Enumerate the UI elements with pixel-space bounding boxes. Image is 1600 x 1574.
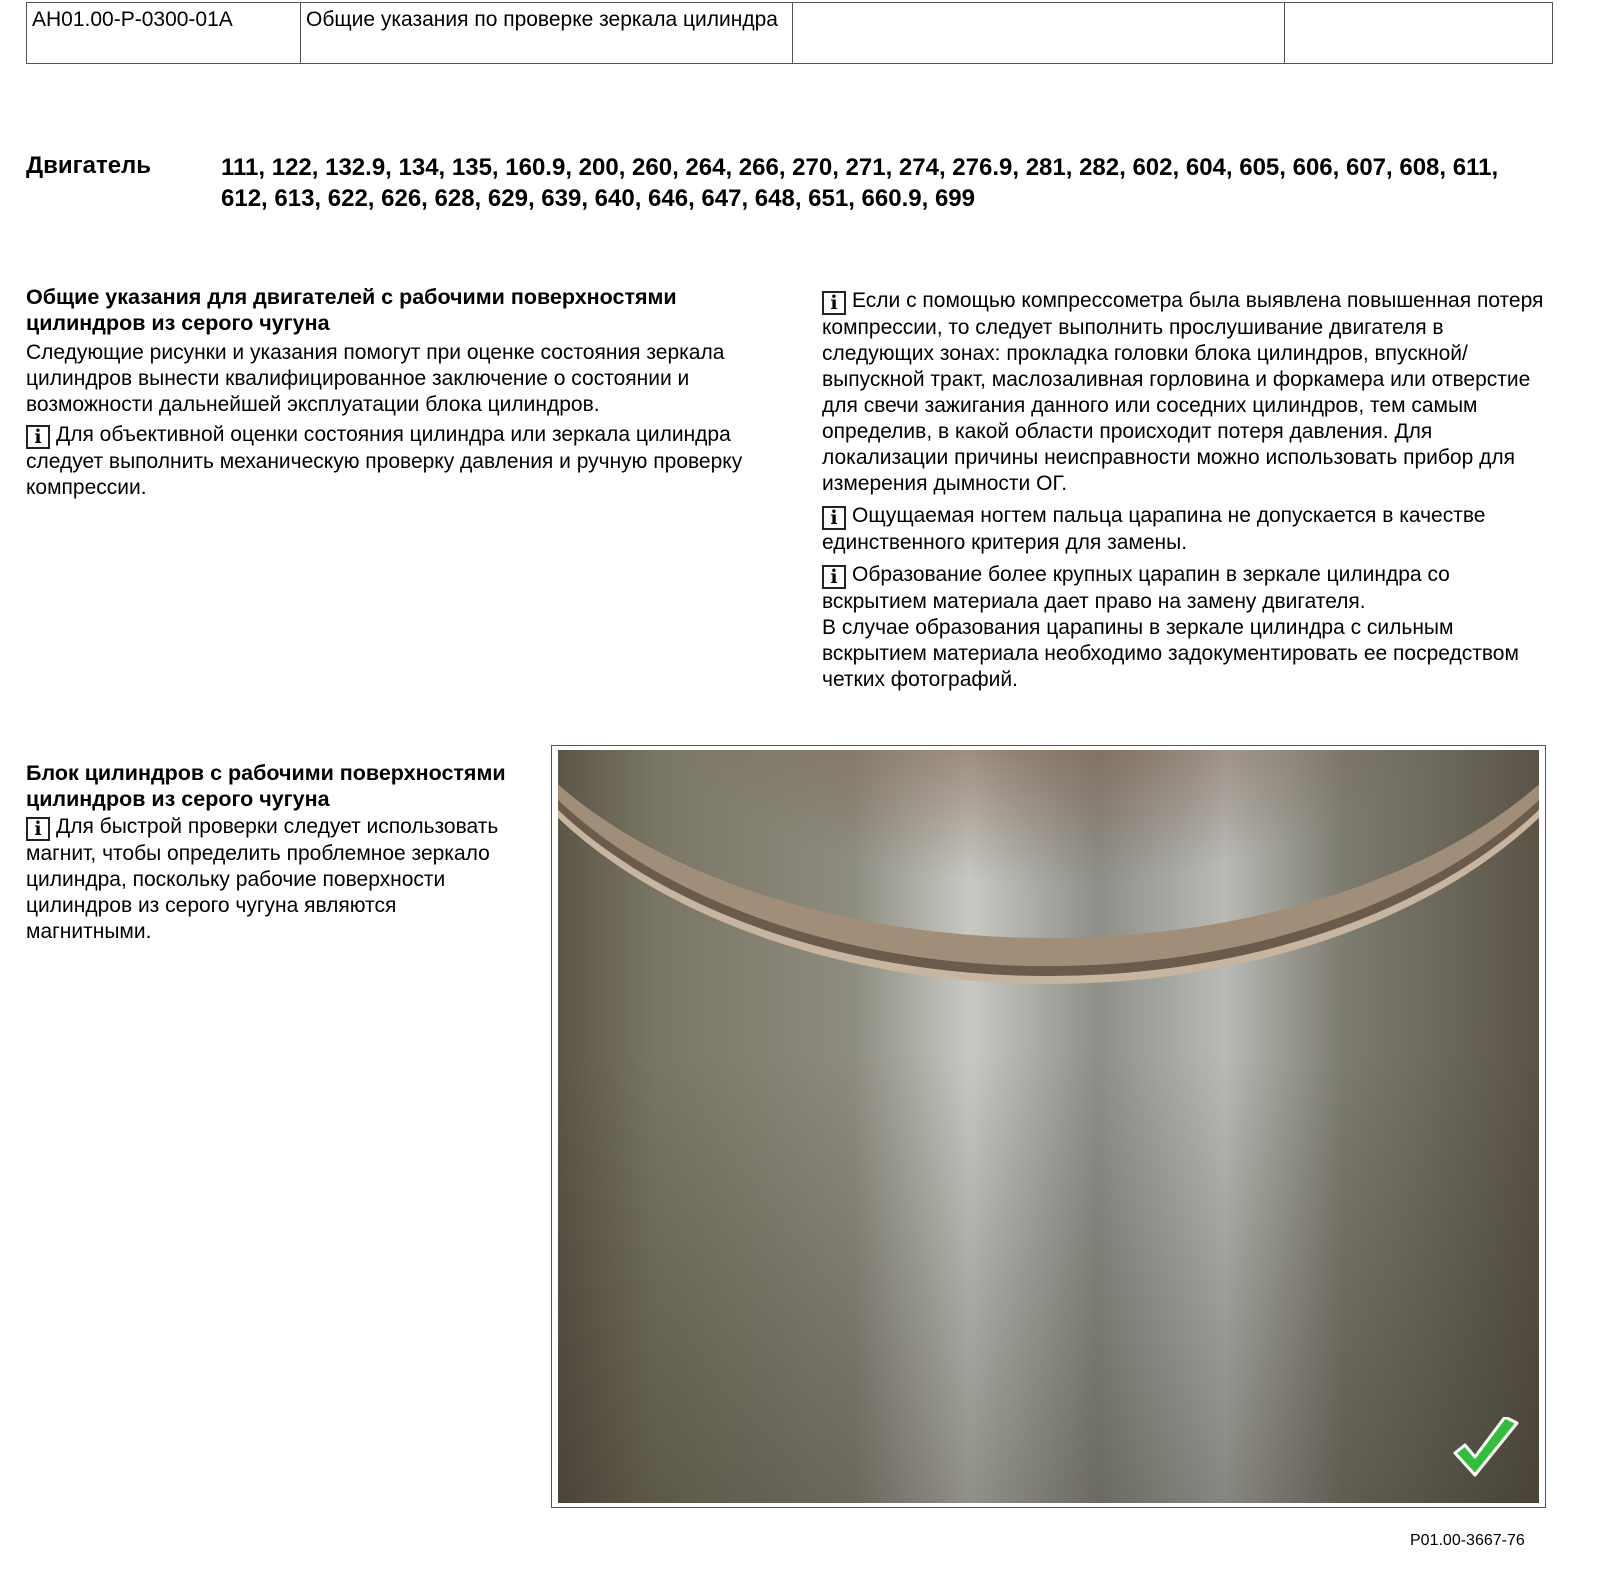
info-icon: i <box>822 291 846 315</box>
info-icon: i <box>26 425 50 449</box>
info-note: i Для объективной оценки состояния цилиндра или зеркала цилиндра следует выполнить механическую проверку давления и ручную проверку компрессии. <box>26 423 743 499</box>
cylinder-photo-frame <box>551 745 1546 1508</box>
info-note: i Образование более крупных царапин в зеркале цилиндра со вскрытием материала дает право на замену двигателя. <box>822 563 1450 613</box>
info-note: i Ощущаемая ногтем пальца царапина не допускается в качестве единственного критерия для замены. <box>822 504 1486 554</box>
engine-label: Двигатель <box>26 152 152 179</box>
doc-title: Общие указания по проверке зеркала цилиндра <box>301 3 793 64</box>
info-note: i Если с помощью компрессометра была выявлена повышенная потеря компрессии, то следует выполнить прослушивание двигателя в следующих зонах: прокладка головки блока цилиндров, впускной/выпускной тракт, маслозаливная горловина и форкамера или отверстие для свечи зажигания данного или соседних цилиндров, тем самым определив, в какой области происходит потеря давления. Для локализации причины неисправности можно использовать прибор для измерения дымности ОГ. <box>822 289 1544 495</box>
document-header-table <box>26 2 1553 64</box>
header-empty-cell-2 <box>1285 3 1553 64</box>
engine-list: 111, 122, 132.9, 134, 135, 160.9, 200, 260, 264, 266, 270, 271, 274, 276.9, 281, 282, 602, 604, 605, 606, 607, 608, 611, 612, 613, 622, 626, 628, 629, 639, 640, 646, 647, 648, 651, 660.9, 699 <box>221 154 1499 212</box>
info-icon: i <box>822 506 846 530</box>
cylinder-bore-photo <box>558 750 1539 1503</box>
info-icon: i <box>822 565 846 589</box>
right-column <box>822 288 1558 693</box>
block-heading: Блок цилиндров с рабочими поверхностями цилиндров из серого чугуна <box>26 761 506 811</box>
left-column <box>26 284 766 501</box>
block-section <box>26 760 516 945</box>
photo-shading <box>558 750 1539 1503</box>
general-paragraph: Следующие рисунки и указания помогут при оценке состояния зеркала цилиндров вынести квалифицированное заключение о состоянии и возможности дальнейшей эксплуатации блока цилиндров. <box>26 341 725 416</box>
checkmark-icon <box>1451 1417 1521 1483</box>
info-icon: i <box>26 817 50 841</box>
figure-code: P01.00-3667-76 <box>1410 1532 1525 1549</box>
documentation-paragraph: В случае образования царапины в зеркале цилиндра с сильным вскрытием материала необходимо задокументировать ее посредством четких фотографий. <box>822 616 1519 691</box>
doc-code: AH01.00-P-0300-01A <box>27 3 301 64</box>
header-empty-cell-1 <box>793 3 1285 64</box>
general-heading: Общие указания для двигателей с рабочими поверхностями цилиндров из серого чугуна <box>26 285 677 335</box>
info-note: i Для быстрой проверки следует использовать магнит, чтобы определить проблемное зеркало цилиндра, поскольку рабочие поверхности цилиндров из серого чугуна являются магнитными. <box>26 815 499 943</box>
